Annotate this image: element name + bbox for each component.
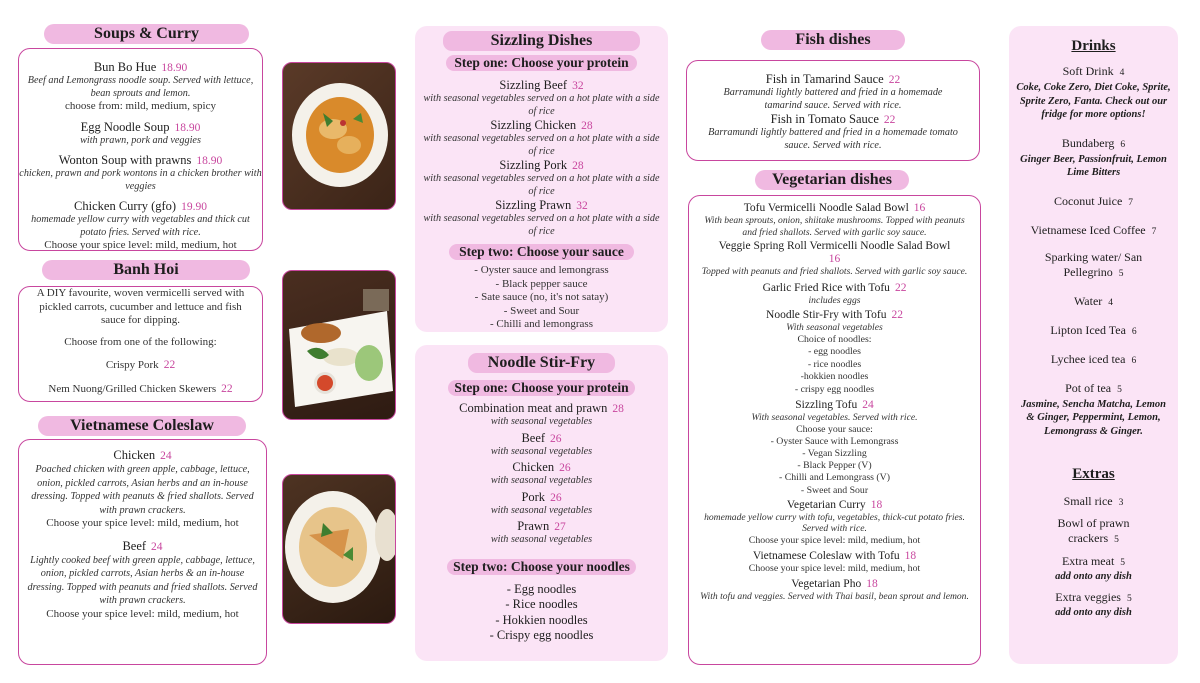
noodle-panel [415, 345, 668, 661]
menu-item: Fish in Tomato Sauce 22 [770, 112, 896, 126]
drink-item: Sparking water/ San Pellegrino 5 [1044, 249, 1143, 279]
banh-hoi-choose: Choose from one of the following: [64, 335, 217, 348]
drink-item: Bundaberg 6 [1061, 135, 1126, 150]
menu-item: Chicken Curry (gfo) 19.90 [74, 199, 207, 213]
menu-item: Beef 24 [122, 538, 163, 553]
item-desc: with seasonal vegetables served on a hot plate with a side of rice [423, 133, 660, 157]
menu-item: Pork 26 [521, 489, 562, 504]
option-line: - rice noodles [807, 358, 862, 370]
drink-item: Soft Drink 4 [1062, 64, 1125, 78]
option-line: - Oyster Sauce with Lemongrass [770, 435, 899, 447]
noodle-title: Noodle Stir-Fry [468, 353, 615, 373]
sauce-option: - Oyster sauce and lemongrass [474, 264, 609, 276]
item-note: Choose your spice level: mild, medium, hot [748, 562, 921, 574]
item-desc: with seasonal vegetables [490, 504, 593, 516]
menu-item: Vietnamese Coleslaw with Tofu 18 [752, 549, 917, 562]
extra-item: Extra meat 5 [1061, 554, 1126, 568]
drink-desc: Ginger Beer, Passionfruit, Lemon Lime Bitters [1020, 153, 1167, 178]
menu-item: Veggie Spring Roll Vermicelli Noodle Salad Bowl 16 [718, 240, 951, 265]
sauce-option: - Sweet and Sour [503, 304, 580, 317]
drink-item: Coconut Juice 7 [1053, 193, 1134, 208]
item-desc: Lightly cooked beef with green apple, cabbage, lettuce, onion, pickled carrots, Asian herbs & an in-house dressing. Topped with peanuts and fried shallots. Served with prawn crackers. [27, 554, 258, 606]
curry-photo [282, 62, 396, 210]
sauce-option: - Black pepper sauce [495, 277, 588, 290]
item-desc: Poached chicken with green apple, cabbage, lettuce, onion, pickled carrots, Asian herbs and an in-house dressing. Topped with peanuts & fried shallots. Served with prawn crackers. [31, 464, 254, 516]
option-line: - Sweet and Sour [800, 484, 869, 496]
menu-item: Nem Nuong/Grilled Chicken Skewers 22 [48, 382, 233, 395]
extras-title: Extras [1072, 466, 1115, 482]
drink-item: Water 4 [1073, 293, 1114, 308]
option-line: - Vegan Sizzling [802, 447, 867, 459]
drink-item: Pot of tea 5 [1065, 380, 1122, 395]
noodle-option: - Hokkien noodles [495, 612, 588, 627]
noodle-step2: Step two: Choose your noodles [447, 559, 636, 575]
sizzling-panel [415, 26, 668, 332]
item-desc: with seasonal vegetables [490, 445, 593, 457]
extra-item: Extra veggies 5 [1055, 589, 1132, 604]
item-desc: includes eggs [808, 294, 861, 306]
noodle-option: - Egg noodles [506, 581, 577, 596]
menu-item: Sizzling Pork 28 [499, 158, 584, 172]
drinks-title: Drinks [1071, 38, 1116, 54]
item-desc: Barramundi lightly battered and fried in a homemade tamarind sauce. Served with rice. [723, 87, 943, 111]
item-desc: Beef and Lemongrass noodle soup. Served with lettuce, bean sprouts and lemon. [27, 75, 254, 99]
drink-item: Lipton Iced Tea 6 [1050, 322, 1137, 337]
drinks-panel [1009, 26, 1178, 664]
drink-item: Vietnamese Iced Coffee 7 [1030, 222, 1157, 237]
menu-item: Wonton Soup with prawns 18.90 [58, 153, 223, 167]
item-desc: with seasonal vegetables [490, 475, 593, 486]
soups-box [18, 48, 263, 251]
coleslaw-box [18, 439, 267, 665]
item-note: Choose your spice level: mild, medium, hot [748, 534, 921, 546]
item-desc: With seasonal vegetables. Served with rice. [751, 412, 918, 423]
menu-item: Tofu Vermicelli Noodle Salad Bowl 16 [743, 202, 926, 214]
item-desc: homemade yellow curry with tofu, vegetables, thick-cut potato fries. Served with rice. [704, 511, 965, 535]
item-note: choose from: mild, medium, spicy [65, 100, 216, 112]
item-desc: Topped with peanuts and fried shallots. Served with garlic soy sauce. [701, 266, 968, 277]
item-note: Choose your spice level: mild, medium, hot [44, 239, 237, 251]
extra-item: Bowl of prawn crackers 5 [1057, 516, 1130, 545]
menu-item: Fish in Tamarind Sauce 22 [765, 72, 901, 86]
menu-item: Bun Bo Hue 18.90 [93, 60, 188, 74]
noodle-option: - Crispy egg noodles [489, 628, 594, 642]
item-desc: With tofu and veggies. Served with Thai basil, bean sprout and lemon. [700, 590, 969, 602]
drink-desc: Jasmine, Sencha Matcha, Lemon & Ginger, Peppermint, Lemon, Lemongrass & Ginger. [1021, 398, 1166, 437]
sauce-option: - Chilli and lemongrass [490, 318, 593, 330]
item-desc: with prawn, pork and veggies [80, 134, 201, 146]
banh-hoi-photo [282, 270, 396, 420]
banh-hoi-intro: A DIY favourite, woven vermicelli served with pickled carrots, cucumber and lettuce and fish sauce for dipping. [36, 287, 245, 326]
sauce-option: - Sate sauce (no, it's not satay) [474, 291, 609, 303]
item-desc: with seasonal vegetables [490, 534, 593, 545]
veg-title: Vegetarian dishes [755, 170, 909, 190]
menu-item: Sizzling Beef 32 [499, 78, 584, 92]
banh-hoi-box [18, 286, 263, 402]
item-desc: with seasonal vegetables served on a hot plate with a side of rice [423, 173, 660, 197]
menu-item: Prawn 27 [517, 519, 566, 533]
sizzling-step2: Step two: Choose your sauce [449, 244, 634, 260]
item-note: Choose your spice level: mild, medium, hot [46, 607, 239, 620]
menu-item: Crispy Pork 22 [105, 359, 176, 371]
menu-item: Sizzling Chicken 28 [490, 118, 593, 132]
option-line: -hokkien noodles [800, 371, 869, 382]
drink-desc: Coke, Coke Zero, Diet Coke, Sprite, Sprite Zero, Fanta. Check out our fridge for more options! [1016, 82, 1171, 120]
extra-item: Small rice 3 [1063, 494, 1124, 508]
item-desc: chicken, prawn and pork wontons in a chicken brother with veggies [19, 168, 262, 192]
menu-item: Sizzling Tofu 24 [795, 399, 874, 411]
item-desc: with seasonal vegetables [490, 416, 593, 427]
sizzling-step1: Step one: Choose your protein [446, 55, 636, 71]
menu-item: Garlic Fried Rice with Tofu 22 [762, 281, 907, 294]
menu-item: Combination meat and prawn 28 [459, 401, 624, 415]
noodle-step1: Step one: Choose your protein [448, 380, 634, 396]
option-line: Choose your sauce: [796, 423, 873, 435]
option-line: Choice of noodles: [797, 333, 872, 345]
item-desc: with seasonal vegetables served on a hot plate with a side of rice [423, 213, 660, 237]
coleslaw-title: Vietnamese Coleslaw [38, 416, 246, 436]
drink-item: Lychee iced tea 6 [1050, 351, 1137, 366]
veg-box [688, 195, 981, 665]
menu-item: Chicken 26 [512, 460, 571, 474]
sizzling-title: Sizzling Dishes [443, 31, 641, 51]
noodle-option: - Rice noodles [505, 597, 578, 611]
coleslaw-photo [282, 474, 396, 624]
item-desc: with seasonal vegetables served on a hot plate with a side of rice [423, 93, 660, 117]
item-desc: homemade yellow curry with vegetables and thick cut potato fries. Served with rice. [31, 214, 250, 238]
fish-title: Fish dishes [761, 30, 905, 50]
soups-title: Soups & Curry [44, 24, 249, 44]
option-line: - crispy egg noodles [794, 383, 875, 395]
item-note: Choose your spice level: mild, medium, hot [46, 517, 239, 529]
menu-item: Beef 26 [521, 430, 562, 445]
menu-item: Chicken 24 [113, 448, 172, 462]
item-desc: Barramundi lightly battered and fried in a homemade tomato sauce. Served with rice. [708, 127, 958, 151]
fish-box [686, 60, 980, 161]
menu-item: Vegetarian Pho 18 [791, 577, 878, 590]
extra-desc: add onto any dish [1055, 606, 1132, 618]
menu-item: Vegetarian Curry 18 [786, 498, 883, 511]
menu-item: Sizzling Prawn 32 [495, 198, 588, 212]
item-desc: With bean sprouts, onion, shiitake mushrooms. Topped with peanuts and fried shallots. Served with garlic soy sauce. [704, 215, 965, 238]
banh-hoi-title: Banh Hoi [42, 260, 250, 280]
option-line: - Black Pepper (V) [797, 460, 872, 472]
item-desc: With seasonal vegetables [786, 322, 883, 333]
menu-item: Noodle Stir-Fry with Tofu 22 [766, 309, 903, 321]
option-line: - Chilli and Lemongrass (V) [778, 472, 890, 484]
menu-item: Egg Noodle Soup 18.90 [80, 119, 201, 134]
extra-desc: add onto any dish [1055, 571, 1132, 582]
option-line: - egg noodles [808, 346, 861, 357]
